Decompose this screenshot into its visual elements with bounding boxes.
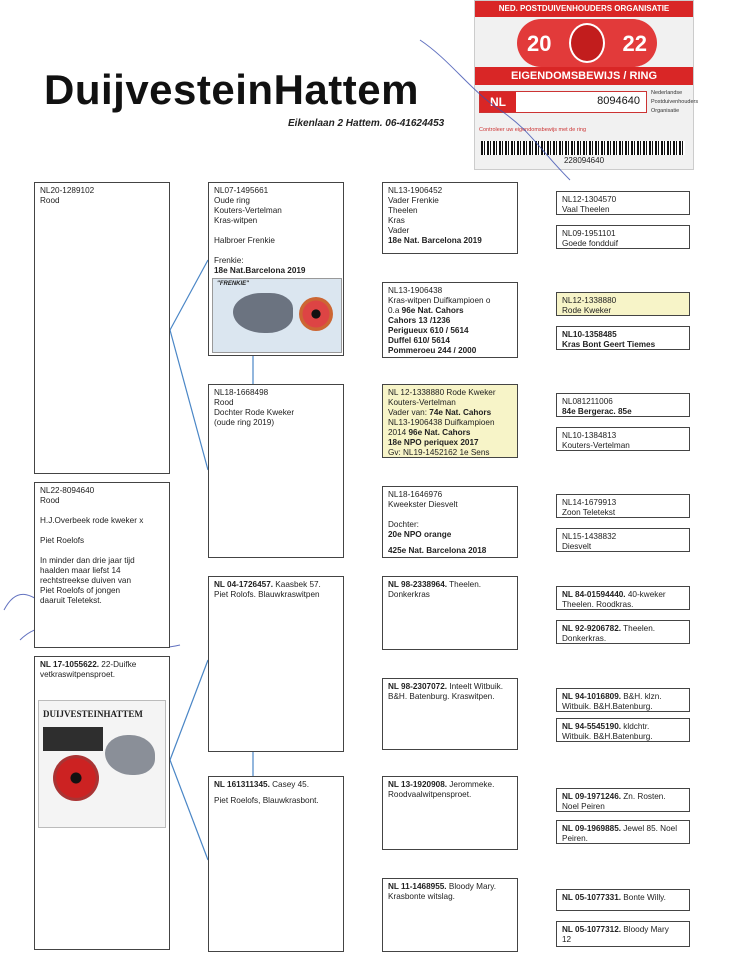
ring-number: NL18-1668498 (214, 388, 269, 397)
pigeon-name: Bloody Mary (621, 925, 669, 934)
ring-year-left: 20 (527, 31, 552, 56)
ring-number: NL 94-5545190. (562, 722, 622, 731)
ring-number: NL13-1906438 (388, 286, 443, 295)
text-line: Rode Kweker (562, 306, 612, 315)
ring-number: NL 09-1971246. (562, 792, 622, 801)
pedigree-box-s3 (208, 576, 344, 752)
text-line: Krasbonte witslag. (388, 892, 455, 901)
ring-number-line (40, 660, 164, 670)
text-line: B&H. Batenburg. Kraswitpen. (388, 692, 495, 701)
pigeon-name: B&H. klzn. (621, 692, 662, 701)
ring-number: NL10-1384813 (562, 431, 617, 440)
blank-line (40, 506, 164, 516)
result-line: 18e Nat. Barcelona 2019 (388, 236, 482, 245)
pigeon-name: Inteelt Witbuik. (447, 682, 504, 691)
promo-banner-icon (43, 727, 103, 751)
result-line: Pommeroeu 244 / 2000 (388, 346, 477, 355)
pigeon-name: Theelen. (621, 624, 656, 633)
pedigree-box-gg10 (556, 620, 690, 644)
blank-line (40, 526, 164, 536)
text-line: Vader Frenkie (388, 196, 439, 205)
ring-number: NL 98-2338964. (388, 580, 448, 589)
pedigree-box-gg2 (556, 225, 690, 249)
photo-caption: "FRENKIE" (217, 281, 250, 287)
pigeon-icon (233, 293, 293, 333)
text-line: NL13-1906438 Duifkampioen (388, 418, 495, 427)
text-line: H.J.Overbeek rode kweker x (40, 516, 144, 525)
text-line: daaruit Teletekst. (40, 596, 102, 605)
pigeon-eye-icon (53, 755, 99, 801)
ring-number: NL 92-9206782. (562, 624, 622, 633)
ring-number: NL20-1289102 (40, 186, 95, 195)
pedigree-box-g4 (382, 486, 518, 558)
ring-note: Controleer uw eigendomsbewijs met de ring (479, 127, 586, 133)
text-line: Piet Roelofs (40, 536, 85, 545)
pedigree-box-gg5 (556, 393, 690, 417)
result-line: Duffel 610/ 5614 (388, 336, 450, 345)
pigeon-name: 22-Duifke (99, 660, 137, 669)
pedigree-box-gg13 (556, 788, 690, 812)
ring-number: NL13-1906452 (388, 186, 443, 195)
ring-number: NL 11-1468955. (388, 882, 447, 891)
text-line: rechtstreekse duiven van (40, 576, 132, 585)
ring-number: NL12-1304570 (562, 195, 617, 204)
blank-line (214, 226, 338, 236)
pigeon-name: Jerommeke. (447, 780, 495, 789)
blank-line (40, 546, 164, 556)
text-line: (oude ring 2019) (214, 418, 275, 427)
pigeon-photo (212, 278, 342, 353)
ring-number: NL 05-1077312. (562, 925, 622, 934)
pedigree-box-s4 (208, 776, 344, 952)
result-line: Perigueux 610 / 5614 (388, 326, 469, 335)
pedigree-box-g2 (382, 282, 518, 358)
text-line: Theelen. Roodkras. (562, 600, 634, 609)
text-line: Theelen (388, 206, 418, 215)
pedigree-box-main1 (34, 182, 170, 474)
ring-number: NL 84-01594440. (562, 590, 626, 599)
text-line: Kouters-Vertelman (562, 441, 630, 450)
text-line: Gv: NL19-1452162 1e Sens (388, 448, 490, 457)
pigeon-name: Jewel 85. Noel (621, 824, 678, 833)
result-line: 74e Nat. Cahors (429, 408, 492, 417)
pedigree-box-gg12 (556, 718, 690, 742)
page-title: DuijvesteinHattem (44, 66, 419, 113)
text-line: Kras-witpen (214, 216, 258, 225)
pigeon-name: 40-kweker (625, 590, 666, 599)
text-line: Zoon Teletekst (562, 508, 616, 517)
ring-number: NL 94-1016809. (562, 692, 622, 701)
pedigree-box-gg11 (556, 688, 690, 712)
pigeon-name: Bonte Willy. (621, 893, 666, 902)
result-line: 96e Nat. Cahors (401, 306, 464, 315)
pedigree-box-g1 (382, 182, 518, 254)
ring-number: NL 05-1077331. (562, 893, 622, 902)
pedigree-box-g3 (382, 384, 518, 458)
result-line: 20e NPO orange (388, 530, 452, 539)
ring-number: 8094640 (597, 95, 640, 107)
text-line: Donkerkras. (562, 634, 607, 643)
ring-number: NL 04-1726457. (214, 580, 274, 589)
text-line: Roodvaalwitpensproet. (388, 790, 472, 799)
text-line: 2014 (388, 428, 409, 437)
color: Rood (214, 398, 234, 407)
text-line: 0.a (388, 306, 402, 315)
ring-number: NL10-1358485 (562, 330, 617, 339)
text-line: Dochter: (388, 520, 419, 529)
ring-number: NL 17-1055622. (40, 660, 100, 669)
text-line: Kras-witpen Duifkampioen o (388, 296, 491, 305)
connector-line (170, 260, 208, 330)
text-line: Oude ring (214, 196, 250, 205)
text-line: Witbuik. B&H.Batenburg. (562, 702, 653, 711)
pigeon-name: kldchtr. (621, 722, 650, 731)
ring-number: NL 98-2307072. (388, 682, 448, 691)
text-line: Vader van: (388, 408, 430, 417)
text-line: Kouters-Vertelman (388, 398, 456, 407)
pedigree-box-g7 (382, 776, 518, 850)
text-line: Piet Rolofs. Blauwkraswitpen (214, 590, 320, 599)
text-line: Diesvelt (562, 542, 592, 551)
text-line: Witbuik. B&H.Batenburg. (562, 732, 653, 741)
ring-subtitle: EIGENDOMSBEWIJS / RING (475, 67, 693, 85)
ring-org: NED. POSTDUIVENHOUDERS ORGANISATIE (475, 1, 693, 17)
ring-number: NL12-1338880 (562, 296, 617, 305)
text-line: Piet Roelofs, Blauwkrasbont. (214, 796, 319, 805)
pigeon-name: Zn. Rosten. (621, 792, 666, 801)
blank-line (214, 246, 338, 256)
text-line: 12 (562, 935, 572, 944)
ring-number: NL15-1438832 (562, 532, 617, 541)
pedigree-box-gg6 (556, 427, 690, 451)
pedigree-box-s2 (208, 384, 344, 558)
pedigree-box-gg7 (556, 494, 690, 518)
ring-number: NL07-1495661 (214, 186, 269, 195)
pedigree-box-gg14 (556, 820, 690, 844)
text-line: Donkerkras (388, 590, 430, 599)
text-line: Noel Peiren (562, 802, 605, 811)
pigeon-icon (105, 735, 155, 775)
text-line: Vaal Theelen (562, 205, 610, 214)
connector-line (170, 330, 208, 470)
color: vetkraswitpensproet. (40, 670, 116, 679)
blank-line (388, 510, 512, 520)
ring-number: NL22-8094640 (40, 486, 95, 495)
address-line: Eikenlaan 2 Hattem. 06-41624453 (288, 118, 445, 129)
pigeon-name: Kaasbek 57. (273, 580, 321, 589)
pedigree-box-main2 (34, 482, 170, 648)
connector-line (170, 760, 208, 860)
color: Rood (40, 496, 60, 505)
text-line: Kras (388, 216, 405, 225)
ring-country: NL (480, 92, 516, 112)
result-line: 96e Nat. Cahors (408, 428, 471, 437)
text-line: Halbroer Frenkie (214, 236, 275, 245)
text-line: Kweekster Diesvelt (388, 500, 458, 509)
pigeon-name: Casey 45. (269, 780, 309, 789)
ring-number: NL 12-1338880 Rode Kweker (388, 388, 496, 397)
pedigree-box-gg9 (556, 586, 690, 610)
result-line: 18e Nat.Barcelona 2019 (214, 266, 306, 275)
ring-year-right: 22 (622, 31, 647, 56)
promo-image (38, 700, 166, 828)
result-line: 425e Nat. Barcelona 2018 (388, 546, 487, 555)
ring-side-line: Organisatie (651, 108, 680, 114)
text-line: Piet Roelofs of jongen (40, 586, 121, 595)
ring-side-line: Postduivenhouders (651, 99, 699, 105)
ring-side-line: Nederlandse (651, 90, 683, 96)
connector-line (170, 660, 208, 760)
ring-number: NL18-1646976 (388, 490, 443, 499)
promo-heading: DUIJVESTEINHATTEM (43, 709, 143, 719)
text-line: Kouters-Vertelman (214, 206, 282, 215)
text-line: Peiren. (562, 834, 588, 843)
text-line: Kras Bont Geert Tiemes (562, 340, 656, 349)
result-line: 18e NPO periquex 2017 (388, 438, 479, 447)
barcode-number: 228094640 (563, 156, 605, 165)
pigeon-name: Theelen. (447, 580, 482, 589)
text-line: Frenkie: (214, 256, 244, 265)
result-line: Cahors 13 /1236 (388, 316, 451, 325)
ring-number: NL 13-1920908. (388, 780, 448, 789)
text-line: Dochter Rode Kweker (214, 408, 295, 417)
signature-stroke (420, 40, 570, 180)
ring-number: NL 09-1969885. (562, 824, 622, 833)
color: Rood (40, 196, 60, 205)
pedigree-box-gg16 (556, 921, 690, 947)
text-line: haalden maar liefst 14 (40, 566, 121, 575)
text-line: Goede fondduif (562, 239, 618, 248)
pedigree-box-g8 (382, 878, 518, 952)
result-line: 84e Bergerac. 85e (562, 407, 632, 416)
pedigree-box-g6 (382, 678, 518, 750)
pigeon-eye-icon (299, 297, 333, 331)
ring-number: NL 161311345. (214, 780, 270, 789)
ring-number: NL081211006 (562, 397, 613, 406)
pigeon-name: Bloody Mary. (446, 882, 497, 891)
ring-number: NL14-1679913 (562, 498, 617, 507)
pedigree-box-gg4 (556, 326, 690, 350)
pedigree-box-gg8 (556, 528, 690, 552)
pedigree-box-gg1 (556, 191, 690, 215)
text-line: Vader (388, 226, 410, 235)
pedigree-box-gg15 (556, 889, 690, 911)
ring-number: NL09-1951101 (562, 229, 616, 238)
pedigree-box-gg3 (556, 292, 690, 316)
text-line: In minder dan drie jaar tijd (40, 556, 135, 565)
pedigree-box-g5 (382, 576, 518, 650)
